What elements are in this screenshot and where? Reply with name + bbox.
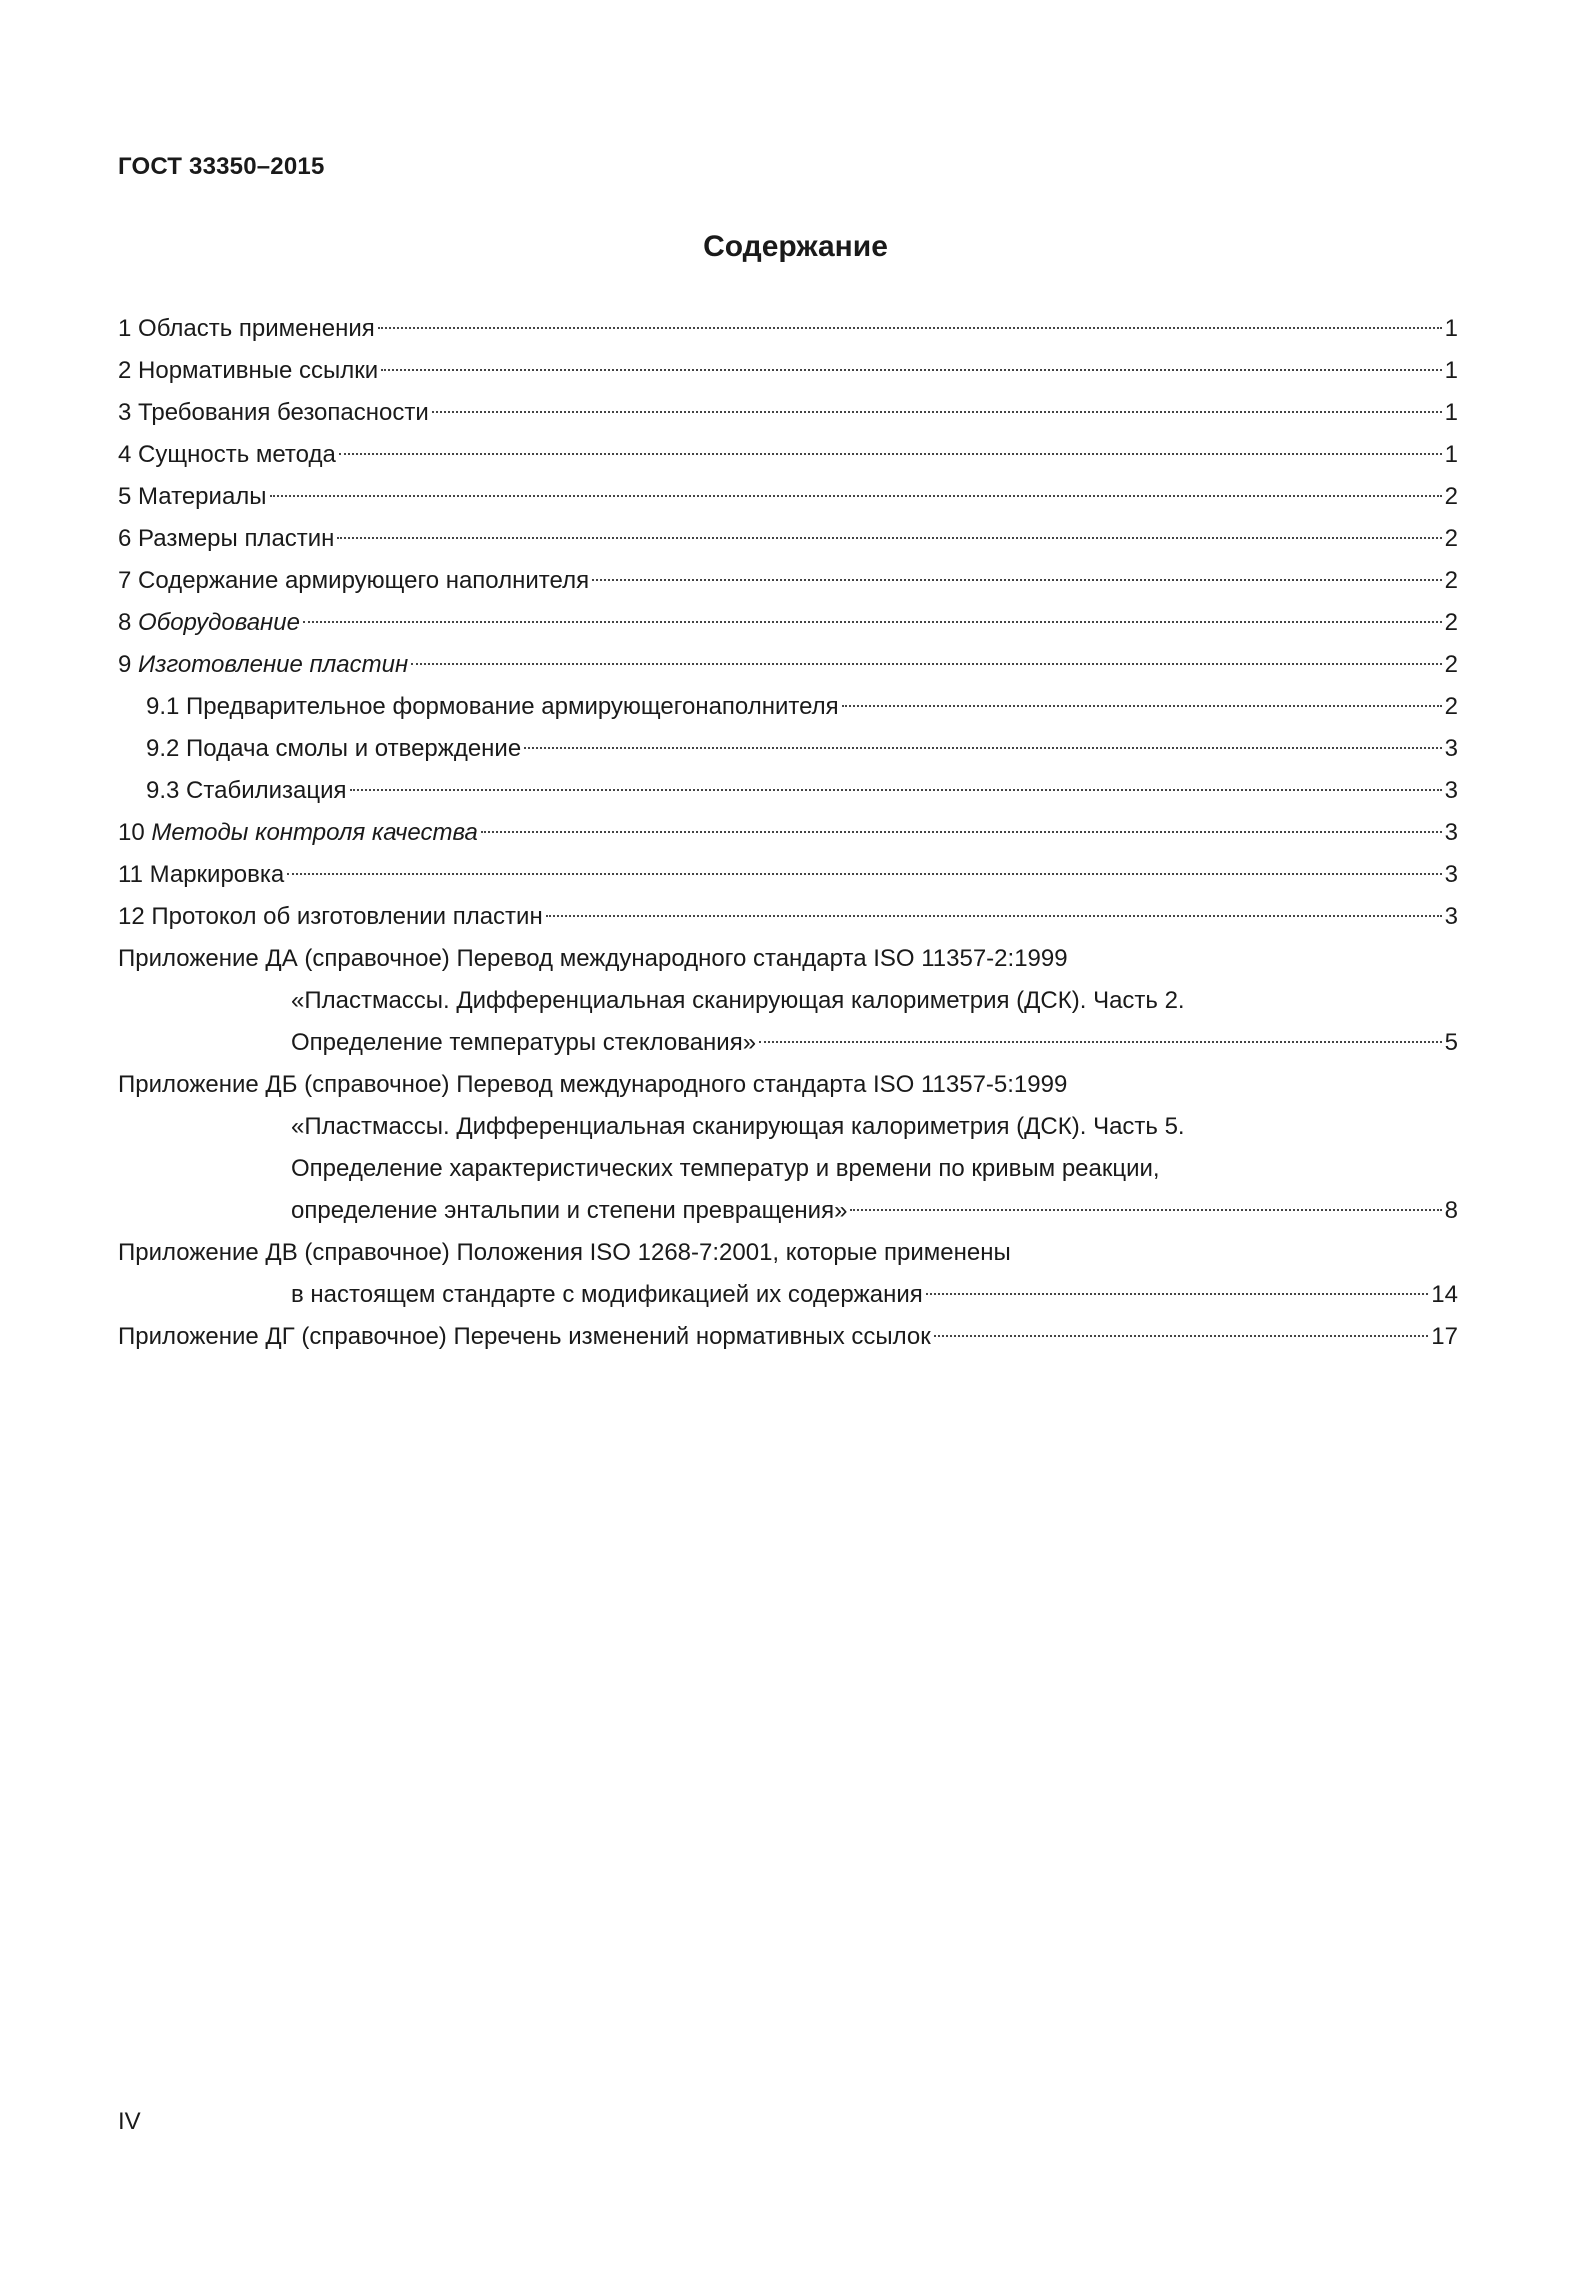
- toc-entry-label: Содержание армирующего наполнителя: [138, 567, 590, 594]
- toc-entry-page: 2: [1444, 651, 1458, 678]
- toc-entry[interactable]: [118, 434, 1458, 476]
- toc-entry-title: [146, 770, 347, 812]
- toc-entry[interactable]: [118, 560, 1458, 602]
- toc-entry-page: 3: [1444, 819, 1458, 846]
- toc-entry-number: 9.2: [146, 735, 180, 762]
- toc-entry[interactable]: [118, 392, 1458, 434]
- toc-entry-label: Материалы: [138, 483, 267, 510]
- toc-entry-title: [118, 518, 334, 560]
- toc-entry-label: Изготовление пластин: [138, 651, 409, 678]
- dot-leader: [339, 453, 1442, 455]
- toc-entry-number: 2: [118, 357, 132, 384]
- toc-appendix-line: Определение характеристических температур и времени по кривым реакции,: [291, 1155, 1160, 1182]
- toc-entry-page: 1: [1444, 399, 1458, 426]
- toc-appendix-line: «Пластмассы. Дифференциальная сканирующая калориметрия (ДСК). Часть 5.: [291, 1113, 1185, 1140]
- toc-entry-number: 7: [118, 567, 132, 594]
- toc-entry-number: 12: [118, 903, 145, 930]
- toc-entry-number: 9: [118, 651, 132, 678]
- dot-leader: [411, 663, 1441, 665]
- dot-leader: [270, 495, 1442, 497]
- dot-leader: [850, 1209, 1441, 1211]
- toc-appendix[interactable]: [118, 938, 1458, 1064]
- toc-entry[interactable]: [118, 728, 1458, 770]
- toc-entry-page: 3: [1444, 861, 1458, 888]
- document-id-header: ГОСТ 33350–2015: [118, 153, 325, 180]
- toc-entry-label: Нормативные ссылки: [138, 357, 379, 384]
- toc-appendix-line: [118, 1022, 1458, 1064]
- toc-entry-label: Маркировка: [149, 861, 285, 888]
- toc-entry-number: 1: [118, 315, 132, 342]
- dot-leader: [524, 747, 1441, 749]
- toc-entry-number: 6: [118, 525, 132, 552]
- dot-leader: [592, 579, 1442, 581]
- dot-leader: [303, 621, 1442, 623]
- toc-entry-label: Сущность метода: [138, 441, 336, 468]
- toc-appendix[interactable]: [118, 1232, 1458, 1316]
- toc-entry[interactable]: [118, 350, 1458, 392]
- toc-entry-label: Предварительное формование армирующегонаполнителя: [186, 693, 839, 720]
- toc-entry-number: 8: [118, 609, 132, 636]
- toc-entry[interactable]: [118, 686, 1458, 728]
- dot-leader: [432, 411, 1442, 413]
- toc-entry-page: 2: [1444, 567, 1458, 594]
- toc-entry-label: Стабилизация: [186, 777, 347, 804]
- toc-entry[interactable]: [118, 644, 1458, 686]
- toc-appendix-line-text: Определение температуры стеклования»: [291, 1029, 757, 1056]
- dot-leader: [287, 873, 1441, 875]
- toc-entry-title: [146, 686, 839, 728]
- toc-entry[interactable]: [118, 518, 1458, 560]
- toc-entry[interactable]: [118, 812, 1458, 854]
- toc-entry[interactable]: [118, 308, 1458, 350]
- toc-entry-number: 9.3: [146, 777, 180, 804]
- toc-entry-page: 3: [1444, 777, 1458, 804]
- toc-entry-title: [118, 896, 543, 938]
- toc-entry-label: Размеры пластин: [138, 525, 335, 552]
- toc-entry-title: [118, 308, 375, 350]
- toc-entry-title: [118, 476, 267, 518]
- toc-appendix-page: 8: [1444, 1197, 1458, 1224]
- toc-entry[interactable]: [118, 854, 1458, 896]
- toc-entry-label: Область применения: [138, 315, 375, 342]
- dot-leader: [337, 537, 1441, 539]
- toc-entry-page: 2: [1444, 483, 1458, 510]
- toc-entry-label: Протокол об изготовлении пластин: [151, 903, 543, 930]
- toc-entry-number: 10: [118, 819, 145, 846]
- toc-entry-page: 2: [1444, 693, 1458, 720]
- dot-leader: [350, 789, 1442, 791]
- toc-appendix-line: [118, 1316, 1458, 1358]
- dot-leader: [481, 831, 1442, 833]
- toc-entry[interactable]: [118, 476, 1458, 518]
- toc-appendix-page: 5: [1444, 1029, 1458, 1056]
- toc-entry-number: 11: [118, 861, 143, 888]
- toc-entry-page: 2: [1444, 525, 1458, 552]
- toc-entry-page: 1: [1444, 441, 1458, 468]
- toc-entry-title: [118, 602, 300, 644]
- toc-title: Содержание: [703, 230, 888, 263]
- toc-appendix-line: [118, 1190, 1458, 1232]
- toc-entry-title: [118, 644, 408, 686]
- toc-entry-title: [146, 728, 521, 770]
- toc-entry-label: Требования безопасности: [138, 399, 429, 426]
- toc-appendix-title: Приложение ДА (справочное) Перевод международного стандарта ISO 11357-2:1999: [118, 945, 1068, 972]
- dot-leader: [378, 327, 1442, 329]
- toc-entry-page: 3: [1444, 735, 1458, 762]
- toc-entry-page: 3: [1444, 903, 1458, 930]
- toc-appendix-title: Приложение ДБ (справочное) Перевод международного стандарта ISO 11357-5:1999: [118, 1071, 1068, 1098]
- dot-leader: [759, 1041, 1442, 1043]
- toc-appendix[interactable]: [118, 1316, 1458, 1358]
- toc-entry-number: 9.1: [146, 693, 180, 720]
- toc-entry-title: [118, 392, 429, 434]
- toc-entry-title: [118, 854, 284, 896]
- toc-entry[interactable]: [118, 602, 1458, 644]
- toc-entry-page: 1: [1444, 315, 1458, 342]
- toc-entry-title: [118, 350, 378, 392]
- toc-appendix-line: «Пластмассы. Дифференциальная сканирующая калориметрия (ДСК). Часть 2.: [291, 987, 1185, 1014]
- toc-appendix-page: 17: [1431, 1323, 1458, 1350]
- dot-leader: [546, 915, 1442, 917]
- toc-appendix-line-text: в настоящем стандарте с модификацией их содержания: [291, 1281, 923, 1308]
- toc-entry-page: 1: [1444, 357, 1458, 384]
- toc-entry-title: [118, 812, 478, 854]
- toc-entry-title: [118, 560, 589, 602]
- page-number: IV: [118, 2108, 141, 2135]
- toc-entries-list: [118, 308, 1458, 938]
- toc-entry-number: 5: [118, 483, 132, 510]
- toc-entry-number: 4: [118, 441, 132, 468]
- toc-appendix-line: [118, 1274, 1458, 1316]
- toc-appendix-title: Приложение ДВ (справочное) Положения ISO 1268-7:2001, которые применены: [118, 1239, 1011, 1266]
- toc-appendices-list: [118, 938, 1458, 1358]
- toc-appendix-line-text: определение энтальпии и степени превращения»: [291, 1197, 848, 1224]
- toc-entry-label: Подача смолы и отверждение: [186, 735, 522, 762]
- dot-leader: [934, 1335, 1429, 1337]
- toc-entry-label: Оборудование: [138, 609, 300, 636]
- dot-leader: [842, 705, 1442, 707]
- dot-leader: [381, 369, 1441, 371]
- dot-leader: [926, 1293, 1429, 1295]
- toc-appendix-title: Приложение ДГ (справочное) Перечень изменений нормативных ссылок: [118, 1323, 931, 1350]
- table-of-contents: [118, 308, 1458, 1358]
- toc-entry[interactable]: [118, 896, 1458, 938]
- toc-entry[interactable]: [118, 770, 1458, 812]
- toc-entry-label: Методы контроля качества: [151, 819, 478, 846]
- toc-entry-title: [118, 434, 336, 476]
- toc-appendix-page: 14: [1431, 1281, 1458, 1308]
- toc-appendix[interactable]: [118, 1064, 1458, 1232]
- toc-entry-number: 3: [118, 399, 132, 426]
- toc-entry-page: 2: [1444, 609, 1458, 636]
